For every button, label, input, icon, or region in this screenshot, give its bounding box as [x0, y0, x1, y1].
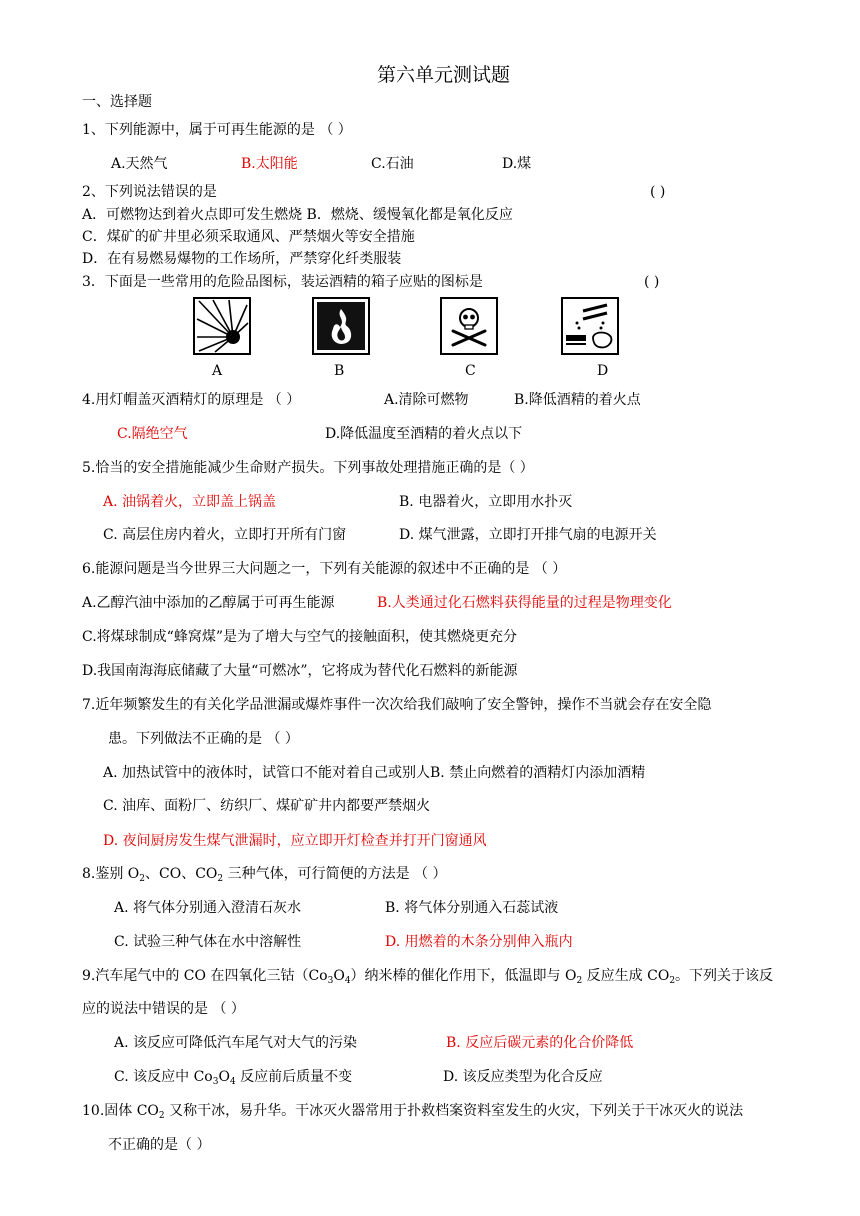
flammable-icon	[312, 297, 370, 355]
q7-option-d-text: D. 夜间厨房发生煤气泄漏时，应立即开灯检查并打开门窗通风	[103, 833, 487, 849]
q6-option-b: B.人类通过化石燃料获得能量的过程是物理变化	[377, 595, 672, 611]
page-title: 第六单元测试题	[377, 64, 511, 86]
q9-option-b: B. 反应后碳元素的化合价降低	[446, 1035, 634, 1051]
q1-option-d: D.煤	[502, 156, 532, 172]
q3-stem: 3．下面是一些常用的危险品图标，装运酒精的箱子应贴的图标是	[82, 274, 483, 290]
q4-stem: 4.用灯帽盖灭酒精灯的原理是 （ ）	[82, 392, 301, 408]
q2-line-d: D．在有易燃易爆物的工作场所，严禁穿化纤类服装	[82, 251, 402, 267]
q1-stem: 1、下列能源中，属于可再生能源的是 （ ）	[82, 122, 352, 138]
section-heading: 一、选择题	[82, 94, 152, 110]
q5-option-a: A. 油锅着火，立即盖上锅盖	[103, 494, 277, 510]
q6-stem: 6.能源问题是当今世界三大问题之一，下列有关能源的叙述中不正确的是 （ ）	[82, 561, 567, 577]
q5-stem: 5.恰当的安全措施能减少生命财产损失。下列事故处理措施正确的是（ ）	[82, 460, 534, 476]
q3-answer-blank: ( )	[644, 274, 660, 290]
q10-stem-line1: 10.固体 $CO_2$ 又称干冰，易升华。干冰灭火器常用于扑救档案资料室发生的火灾，下列关于干冰灭火的说法	[82, 1103, 744, 1121]
q3-label-c: C	[465, 363, 476, 379]
q1-option-c: C.石油	[371, 156, 414, 172]
q7-option-ab: A. 加热试管中的液体时，试管口不能对着自己或别人B. 禁止向燃着的酒精灯内添加酒精	[103, 765, 646, 781]
q5-option-b: B. 电器着火，立即用水扑灭	[399, 494, 573, 510]
q7-stem-line2: 患。下列做法不正确的是 （ ）	[108, 731, 299, 747]
q10-stem-line2: 不正确的是（ ）	[108, 1137, 211, 1153]
q8-option-b: B. 将气体分别通入石蕊试液	[385, 900, 559, 916]
q5-option-d: D. 煤气泄露，立即打开排气扇的电源开关	[399, 527, 657, 543]
q5-option-c: C. 高层住房内着火，立即打开所有门窗	[103, 527, 347, 543]
q2-stem: 2、下列说法错误的是	[82, 184, 217, 200]
q6-option-c: C.将煤球制成“蜂窝煤”是为了增大与空气的接触面积，使其燃烧更充分	[82, 629, 517, 645]
q3-label-d: D	[597, 363, 609, 379]
q3-label-a: A	[212, 363, 223, 379]
q6-option-d: D.我国南海海底储藏了大量“可燃冰”，它将成为替代化石燃料的新能源	[82, 663, 518, 679]
q2-line-ab: A．可燃物达到着火点即可发生燃烧 B．燃烧、缓慢氧化都是氧化反应	[82, 207, 513, 223]
q8-option-a: A. 将气体分别通入澄清石灰水	[114, 900, 302, 916]
q2-line-c: C．煤矿的矿井里必须采取通风、严禁烟火等安全措施	[82, 229, 415, 245]
q7-option-d	[103, 832, 487, 850]
q4-option-c: C.隔绝空气	[117, 426, 188, 442]
q8-option-c: C. 试验三种气体在水中溶解性	[114, 934, 302, 950]
corrosive-icon	[561, 297, 619, 355]
q4-option-a: A.清除可燃物	[384, 392, 469, 408]
q4-option-d: D.降低温度至酒精的着火点以下	[325, 426, 523, 442]
q9-stem-line1: 9.汽车尾气中的 CO 在四氧化三钴$(Co_3O_4)$纳米棒的催化作用下，低温即与 $O_2$ 反应生成 $CO_2$。下列关于该反	[82, 968, 774, 986]
q6-option-a: A.乙醇汽油中添加的乙醇属于可再生能源	[82, 595, 335, 611]
q8-option-d: D. 用燃着的木条分别伸入瓶内	[385, 934, 573, 950]
q2-answer-blank: ( )	[650, 184, 666, 200]
q4-option-b: B.降低酒精的着火点	[514, 392, 641, 408]
q7-option-c: C. 油库、面粉厂、纺织厂、煤矿矿井内都要严禁烟火	[103, 798, 431, 814]
q3-label-b: B	[334, 363, 345, 379]
q9-option-a: A. 该反应可降低汽车尾气对大气的污染	[114, 1035, 358, 1051]
q9-option-c: C. 该反应中 $Co_3O_4$ 反应前后质量不变	[114, 1069, 353, 1087]
q1-option-a: A.天然气	[111, 156, 168, 172]
q9-option-d: D. 该反应类型为化合反应	[443, 1069, 603, 1085]
q1-option-b: B.太阳能	[241, 156, 298, 172]
q8-stem: 8.鉴别 $O_2$、CO、$CO_2$ 三种气体，可行简便的方法是 （ ）	[82, 866, 447, 884]
toxic-icon	[440, 297, 498, 355]
q9-stem-line2: 应的说法中错误的是 （ ）	[82, 1001, 245, 1017]
q7-stem-line1: 7.近年频繁发生的有关化学品泄漏或爆炸事件一次次给我们敲响了安全警钟，操作不当就会存在安全隐	[82, 697, 712, 713]
explosive-icon	[193, 297, 251, 355]
